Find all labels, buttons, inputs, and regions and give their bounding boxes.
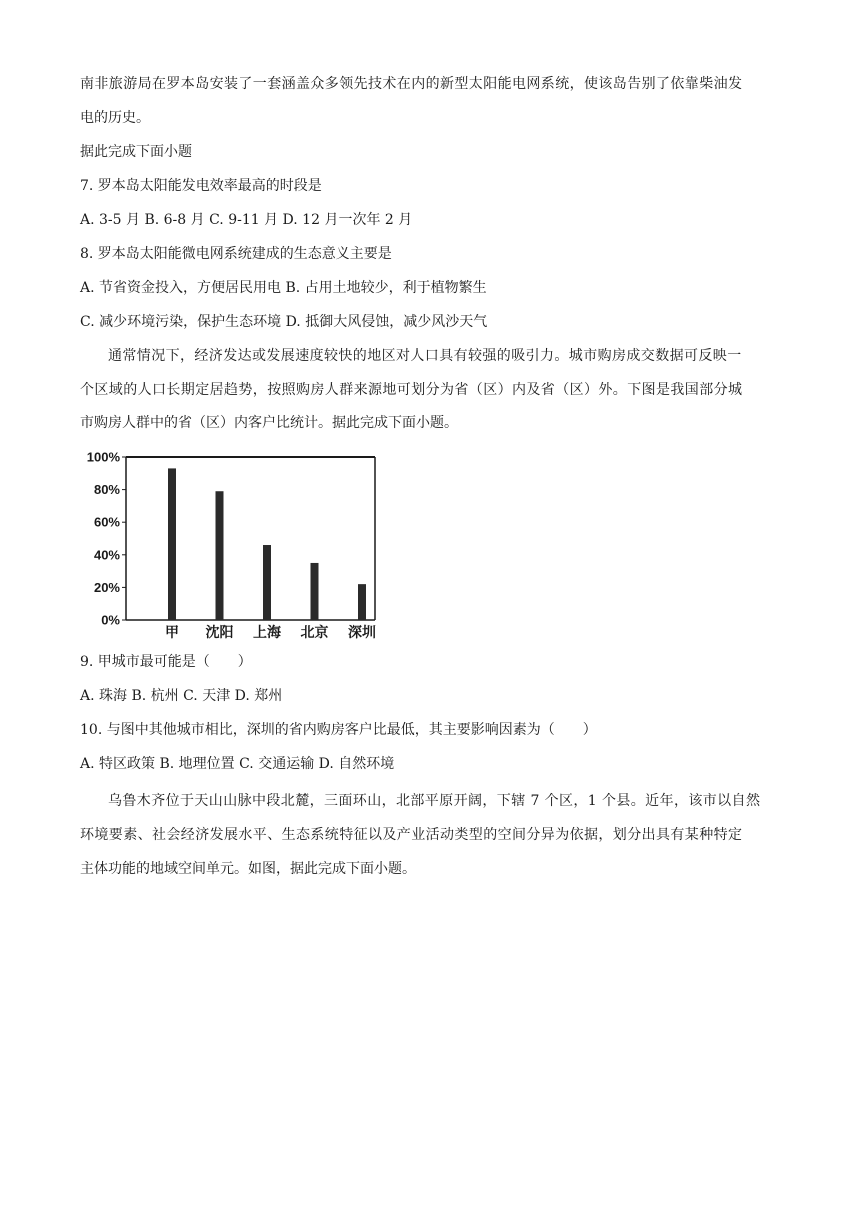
passage3-line-2: 环境要素、社会经济发展水平、生态系统特征以及产业活动类型的空间分异为依据，划分出具有某种特定 bbox=[80, 827, 743, 843]
bar-3 bbox=[263, 545, 271, 620]
q9-options: A. 珠海 B. 杭州 C. 天津 D. 郑州 bbox=[80, 688, 283, 704]
bar-1 bbox=[168, 468, 176, 620]
bar-4 bbox=[311, 563, 319, 620]
x-tick-label: 上海 bbox=[253, 624, 281, 640]
bar-chart bbox=[70, 443, 390, 643]
chart-y-axis bbox=[87, 450, 126, 628]
intro-prompt: 据此完成下面小题 bbox=[80, 144, 192, 160]
q7-options: A. 3-5 月 B. 6-8 月 C. 9-11 月 D. 12 月一次年 2 月 bbox=[80, 212, 413, 228]
y-tick-label: 20% bbox=[93, 579, 120, 595]
q9-stem: 9. 甲城市最可能是（ ） bbox=[80, 654, 252, 670]
x-tick-label: 深圳 bbox=[348, 624, 376, 640]
chart-bars bbox=[168, 468, 366, 620]
q8-options-ab: A. 节省资金投入，方便居民用电 B. 占用土地较少，利于植物繁生 bbox=[80, 280, 487, 296]
y-tick-label: 80% bbox=[93, 482, 120, 498]
x-tick-label: 甲 bbox=[165, 624, 179, 640]
q10-options: A. 特区政策 B. 地理位置 C. 交通运输 D. 自然环境 bbox=[80, 756, 395, 772]
y-tick-label: 60% bbox=[93, 514, 120, 530]
intro-line-2: 电的历史。 bbox=[80, 110, 150, 126]
q10-stem: 10. 与图中其他城市相比，深圳的省内购房客户比最低，其主要影响因素为（ ） bbox=[80, 722, 597, 738]
x-tick-label: 沈阳 bbox=[205, 624, 234, 640]
q8-options-cd: C. 减少环境污染，保护生态环境 D. 抵御大风侵蚀，减少风沙天气 bbox=[80, 314, 488, 330]
passage2-line-1: 通常情况下，经济发达或发展速度较快的地区对人口具有较强的吸引力。城市购房成交数据可反映一 bbox=[108, 348, 742, 364]
passage2-line-2: 个区域的人口长期定居趋势，按照购房人群来源地可划分为省（区）内及省（区）外。下图是我国部分城 bbox=[80, 382, 743, 398]
x-tick-label: 北京 bbox=[300, 624, 329, 640]
passage3-line-3: 主体功能的地域空间单元。如图，据此完成下面小题。 bbox=[80, 861, 416, 877]
chart-frame bbox=[126, 457, 375, 620]
bar-2 bbox=[216, 491, 224, 620]
q8-stem: 8. 罗本岛太阳能微电网系统建成的生态意义主要是 bbox=[80, 246, 392, 262]
intro-line-1: 南非旅游局在罗本岛安装了一套涵盖众多领先技术在内的新型太阳能电网系统，使该岛告别了依靠柴油发 bbox=[80, 76, 743, 92]
bar-5 bbox=[358, 584, 366, 620]
chart-x-axis bbox=[165, 624, 376, 640]
y-tick-label: 0% bbox=[101, 612, 120, 628]
passage3-line-1: 乌鲁木齐位于天山山脉中段北麓，三面环山，北部平原开阔，下辖 7 个区，1 个县。近年，该市以自然 bbox=[108, 793, 761, 809]
passage2-line-3: 市购房人群中的省（区）内客户比统计。据此完成下面小题。 bbox=[80, 415, 458, 431]
q7-stem: 7. 罗本岛太阳能发电效率最高的时段是 bbox=[80, 178, 322, 194]
y-tick-label: 100% bbox=[86, 449, 120, 465]
y-tick-label: 40% bbox=[93, 547, 120, 563]
